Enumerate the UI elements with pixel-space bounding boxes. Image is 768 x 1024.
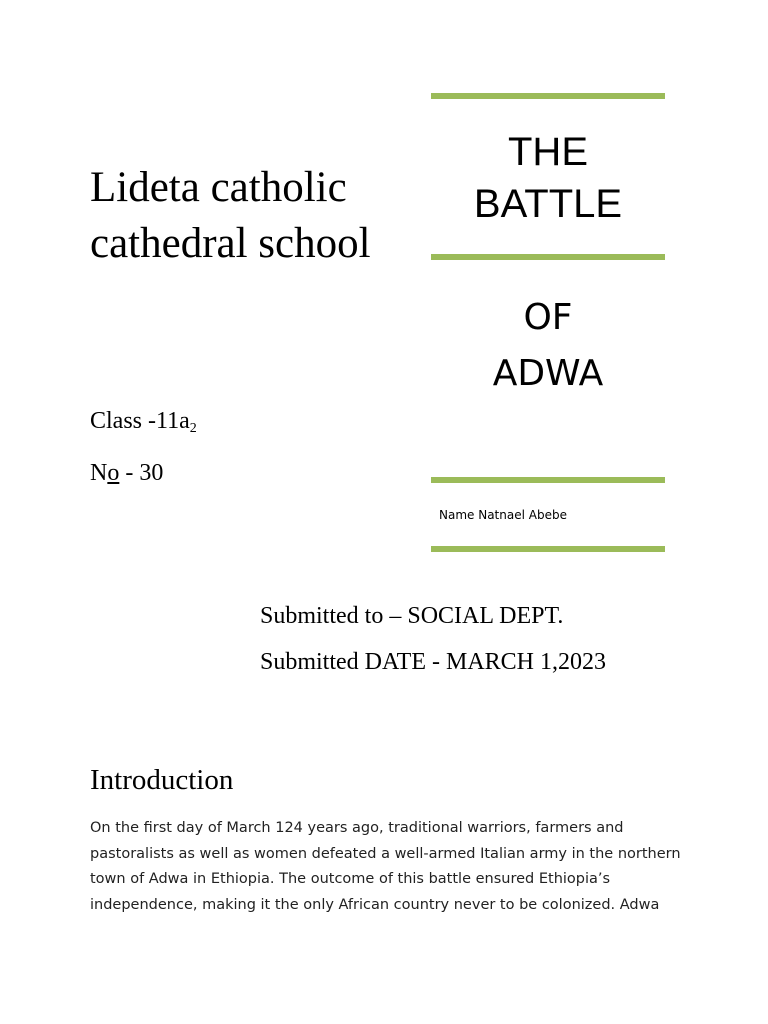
title-upper: [431, 126, 665, 230]
class-subscript: 2: [189, 421, 197, 436]
introduction-line: On the first day of March 124 years ago, traditional warriors, farmers and: [90, 820, 624, 836]
roll-number-prefix: N: [90, 460, 108, 486]
title-line1: THE: [508, 130, 588, 174]
school-name-line2: cathedral school: [90, 220, 371, 267]
class-text: Class -11a: [90, 408, 190, 434]
name-bottom-rule: [431, 546, 665, 552]
introduction-paragraph: [90, 816, 690, 918]
school-name: [90, 160, 371, 272]
title-lower: [431, 290, 665, 402]
submitted-date: Submitted DATE - MARCH 1,2023: [260, 649, 607, 675]
class-label: [90, 408, 197, 437]
roll-number-underlined: o: [107, 460, 120, 486]
introduction-line: pastoralists as well as women defeated a well-armed Italian army in the northern: [90, 845, 681, 862]
title-middle-rule: [431, 254, 665, 260]
title-line2: BATTLE: [473, 182, 623, 226]
title-line3: OF: [523, 297, 573, 338]
school-name-line1: Lideta catholic: [90, 164, 347, 211]
introduction-line: town of Adwa in Ethiopia. The outcome of this battle ensured Ethiopia’s: [90, 871, 611, 887]
title-top-rule: [431, 93, 665, 99]
roll-number-value: - 30: [119, 460, 164, 486]
introduction-heading: Introduction: [90, 764, 234, 796]
introduction-line: independence, making it the only African country never to be colonized. Adwa: [90, 896, 660, 913]
student-name: Name Natnael Abebe: [439, 508, 567, 522]
title-line4: ADWA: [492, 353, 604, 394]
submitted-to: Submitted to – SOCIAL DEPT.: [260, 603, 564, 629]
name-top-rule: [431, 477, 665, 483]
roll-number: [90, 460, 163, 487]
